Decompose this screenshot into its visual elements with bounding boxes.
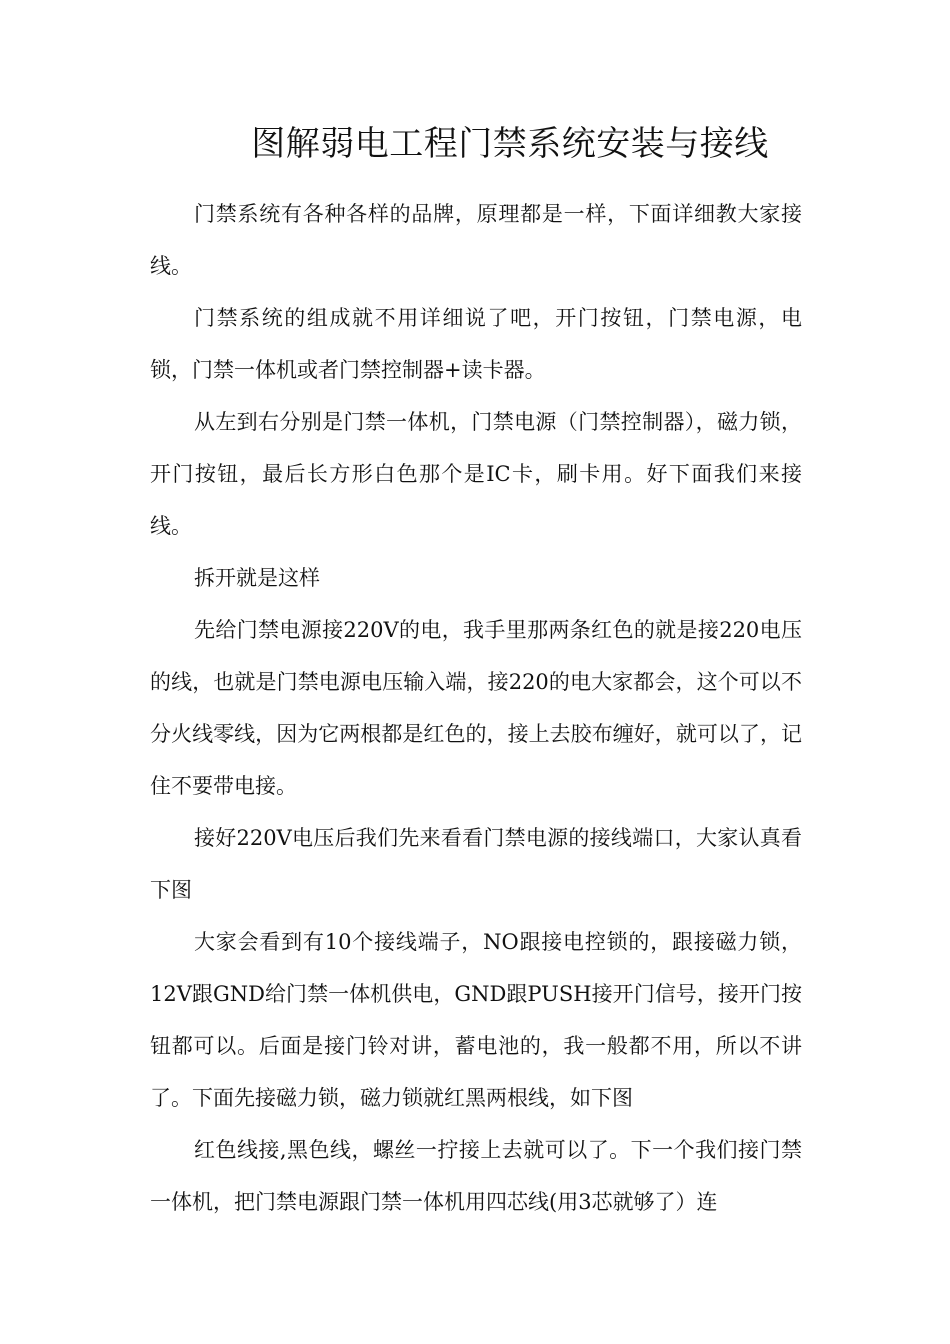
paragraph-220v: 先给门禁电源接220V的电，我手里那两条红色的就是接220电压的线，也就是门禁电源电压输入端，接220的电大家都会，这个可以不分火线零线，因为它两根都是红色的，接上去胶布缠好，就可以了，记住不要带电接。: [150, 618, 802, 798]
document-body: [150, 188, 802, 1228]
paragraph-components: 门禁系统的组成就不用详细说了吧，开门按钮，门禁电源，电锁，门禁一体机或者门禁控制器+读卡器。: [150, 306, 802, 382]
paragraph-magnetic-lock: 红色线接,黑色线，螺丝一拧接上去就可以了。下一个我们接门禁一体机，把门禁电源跟门禁一体机用四芯线(用3芯就够了）连: [150, 1138, 802, 1214]
paragraph-left-to-right: 从左到右分别是门禁一体机，门禁电源（门禁控制器），磁力锁，开门按钮，最后长方形白色那个是IC卡，刷卡用。好下面我们来接线。: [150, 410, 802, 538]
paragraph-ports: 接好220V电压后我们先来看看门禁电源的接线端口，大家认真看下图: [150, 826, 802, 902]
document-title: 图解弱电工程门禁系统安装与接线: [251, 124, 769, 164]
paragraph-disassembled: 拆开就是这样: [194, 566, 320, 590]
paragraph-terminals: 大家会看到有10个接线端子，NO跟接电控锁的，跟接磁力锁，12V跟GND给门禁一体机供电，GND跟PUSH接开门信号，接开门按钮都可以。后面是接门铃对讲，蓄电池的，我一般都不用，所以不讲了。下面先接磁力锁，磁力锁就红黑两根线，如下图: [150, 930, 802, 1110]
paragraph-intro: 门禁系统有各种各样的品牌，原理都是一样，下面详细教大家接线。: [150, 202, 802, 278]
